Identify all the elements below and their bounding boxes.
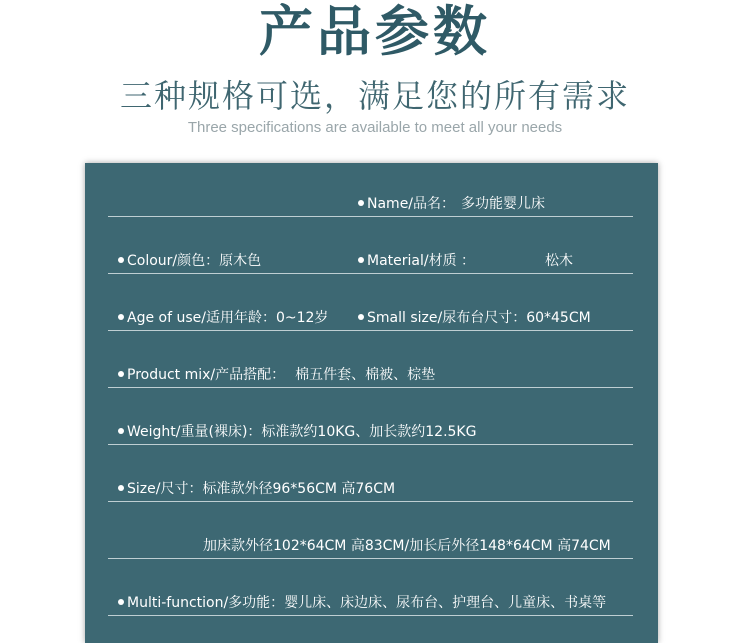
spec-label: Size/尺寸： xyxy=(127,481,203,497)
spec-value: 60*45CM xyxy=(526,310,591,326)
spec-value: 棉五件套、棉被、棕垫 xyxy=(295,367,436,383)
spec-name xyxy=(358,194,545,214)
spec-colour xyxy=(118,251,261,271)
spec-value: 婴儿床、床边床、尿布台、护理台、儿童床、书桌等 xyxy=(284,595,607,611)
spec-value: 原木色 xyxy=(219,253,262,269)
row-divider xyxy=(108,273,633,274)
row-divider xyxy=(108,387,633,388)
bullet-icon xyxy=(358,314,364,320)
row-divider xyxy=(108,444,633,445)
spec-small-size xyxy=(358,308,591,328)
spec-size-extra xyxy=(203,536,611,556)
spec-label: Small size/尿布台尺寸： xyxy=(367,310,527,326)
page-title: 产品参数 xyxy=(259,0,491,63)
spec-value: 标准款外径96*56CM 高76CM xyxy=(202,481,396,497)
spec-product-mix xyxy=(118,365,435,385)
spec-label: Product mix/产品搭配： xyxy=(127,367,286,383)
spec-label: Age of use/适用年龄： xyxy=(127,310,276,326)
row-divider xyxy=(108,501,633,502)
spec-value: 标准款约10KG、加长款约12.5KG xyxy=(261,424,477,440)
spec-label: Name/品名： xyxy=(367,196,456,212)
row-divider xyxy=(108,558,633,559)
bullet-icon xyxy=(118,485,124,491)
page-subtitle: 三种规格可选，满足您的所有需求 xyxy=(119,77,630,115)
spec-label: Material/材质 ： xyxy=(367,253,476,269)
spec-label: Weight/重量(裸床)： xyxy=(127,424,262,440)
spec-value: 0~12岁 xyxy=(275,310,329,326)
spec-age xyxy=(118,308,328,328)
bullet-icon xyxy=(358,200,364,206)
bullet-icon xyxy=(118,257,124,263)
bullet-icon xyxy=(358,257,364,263)
spec-size xyxy=(118,479,395,499)
spec-value: 多功能婴儿床 xyxy=(461,196,546,212)
spec-weight xyxy=(118,422,476,442)
spec-label: Multi-function/多功能： xyxy=(127,595,285,611)
spec-material xyxy=(358,251,573,271)
spec-panel xyxy=(85,163,658,643)
spec-multi-function xyxy=(118,593,606,613)
bullet-icon xyxy=(118,371,124,377)
row-divider xyxy=(108,216,633,217)
page-tagline: Three specifications are available to meet all your needs xyxy=(187,119,563,136)
spec-value: 加床款外径102*64CM 高83CM/加长后外径148*64CM 高74CM xyxy=(203,538,611,554)
spec-label: Colour/颜色： xyxy=(127,253,220,269)
bullet-icon xyxy=(118,314,124,320)
row-divider xyxy=(108,330,633,331)
bullet-icon xyxy=(118,428,124,434)
spec-value: 松木 xyxy=(545,253,574,269)
bullet-icon xyxy=(118,599,124,605)
row-divider xyxy=(108,615,633,616)
